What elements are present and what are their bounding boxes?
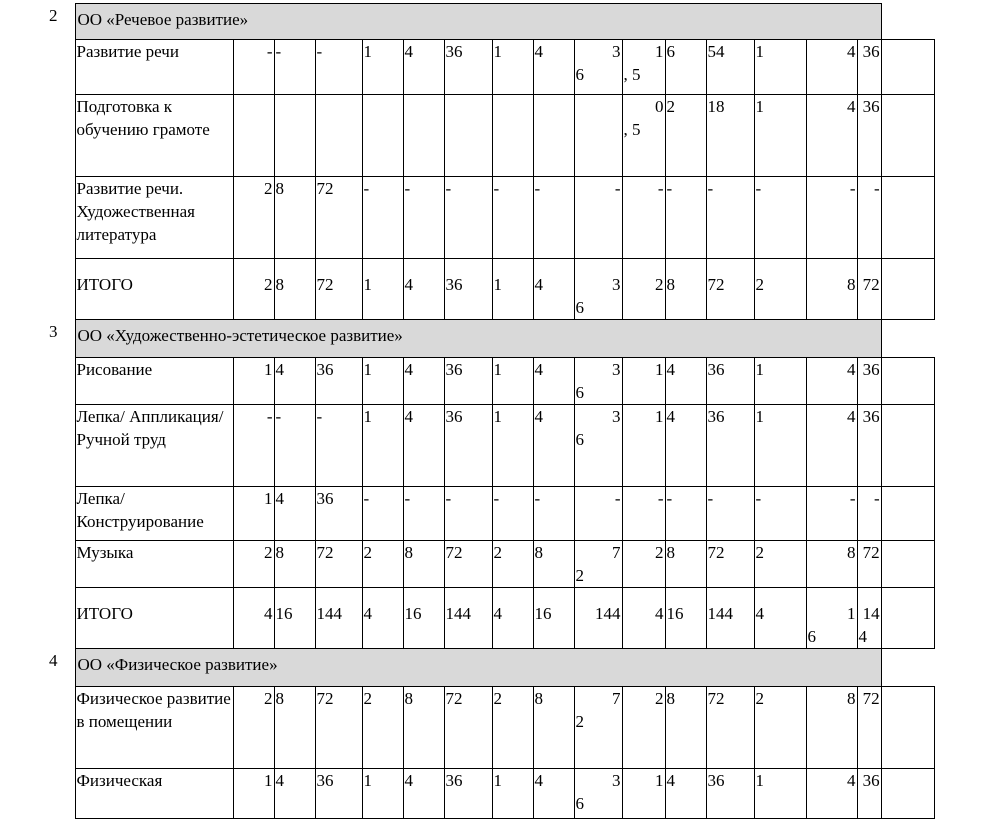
table-row bbox=[48, 769, 935, 819]
value-cell: - bbox=[444, 487, 492, 541]
value-cell: 4 bbox=[403, 358, 444, 405]
value-cell: 8 bbox=[274, 687, 315, 769]
value-cell bbox=[881, 541, 934, 588]
value-cell bbox=[233, 95, 274, 177]
section-header-row bbox=[48, 649, 935, 687]
value-cell: 4 bbox=[274, 769, 315, 819]
value-cell bbox=[881, 769, 934, 819]
value-cell: 2 bbox=[622, 541, 665, 588]
value-cell: 2 bbox=[233, 687, 274, 769]
value-cell: 16 bbox=[665, 588, 706, 649]
value-cell: 2 bbox=[362, 687, 403, 769]
value-cell: 3 6 bbox=[574, 405, 622, 487]
value-cell: - bbox=[403, 177, 444, 259]
value-cell: 36 bbox=[857, 405, 881, 487]
value-cell: - bbox=[754, 487, 806, 541]
value-cell: - bbox=[622, 487, 665, 541]
value-cell: 72 bbox=[315, 259, 362, 320]
value-cell: 2 bbox=[492, 541, 533, 588]
activity-name: Подготовка к обучению грамоте bbox=[75, 95, 233, 177]
section-title: ОО «Речевое развитие» bbox=[75, 4, 881, 40]
value-cell: - bbox=[403, 487, 444, 541]
value-cell: 1 bbox=[362, 259, 403, 320]
value-cell: 1 bbox=[362, 358, 403, 405]
value-cell: 6 bbox=[665, 40, 706, 95]
value-cell: 144 bbox=[574, 588, 622, 649]
value-cell bbox=[574, 95, 622, 177]
value-cell: 72 bbox=[444, 541, 492, 588]
value-cell: - bbox=[706, 487, 754, 541]
activity-name: Музыка bbox=[75, 541, 233, 588]
value-cell: 36 bbox=[857, 95, 881, 177]
value-cell: 1 bbox=[492, 358, 533, 405]
value-cell: 72 bbox=[706, 541, 754, 588]
value-cell: 72 bbox=[857, 541, 881, 588]
total-row bbox=[48, 259, 935, 320]
value-cell: - bbox=[806, 487, 857, 541]
section-header-row bbox=[48, 320, 935, 358]
value-cell: - bbox=[492, 177, 533, 259]
value-cell: 8 bbox=[665, 541, 706, 588]
value-cell: 36 bbox=[857, 358, 881, 405]
value-cell bbox=[881, 487, 934, 541]
value-cell bbox=[881, 588, 934, 649]
value-cell: 4 bbox=[274, 487, 315, 541]
value-cell: - bbox=[533, 177, 574, 259]
value-cell: 144 bbox=[706, 588, 754, 649]
value-cell: 3 6 bbox=[574, 769, 622, 819]
value-cell: 1 bbox=[492, 40, 533, 95]
value-cell: 1 bbox=[492, 769, 533, 819]
section-number: 3 bbox=[48, 320, 75, 649]
value-cell: 54 bbox=[706, 40, 754, 95]
value-cell: - bbox=[622, 177, 665, 259]
activity-name: Лепка/ Аппликация/ Ручной труд bbox=[75, 405, 233, 487]
value-cell: - bbox=[315, 405, 362, 487]
activity-name: Рисование bbox=[75, 358, 233, 405]
value-cell: 72 bbox=[315, 177, 362, 259]
value-cell: 8 bbox=[403, 687, 444, 769]
table-row bbox=[48, 687, 935, 769]
value-cell: 1 , 5 bbox=[622, 40, 665, 95]
value-cell: 4 bbox=[665, 358, 706, 405]
value-cell: 2 bbox=[754, 687, 806, 769]
value-cell: 4 bbox=[492, 588, 533, 649]
value-cell: 1 bbox=[754, 95, 806, 177]
value-cell: - bbox=[533, 487, 574, 541]
value-cell: - bbox=[233, 40, 274, 95]
value-cell: 4 bbox=[806, 358, 857, 405]
value-cell: 4 bbox=[233, 588, 274, 649]
value-cell: - bbox=[857, 177, 881, 259]
section-number: 4 bbox=[48, 649, 75, 819]
value-cell: 2 bbox=[622, 687, 665, 769]
value-cell: 4 bbox=[665, 405, 706, 487]
value-cell: 0 , 5 bbox=[622, 95, 665, 177]
table-row bbox=[48, 177, 935, 259]
value-cell: 16 bbox=[274, 588, 315, 649]
activity-name: Развитие речи bbox=[75, 40, 233, 95]
value-cell: 36 bbox=[315, 487, 362, 541]
value-cell: 18 bbox=[706, 95, 754, 177]
section-header-row bbox=[48, 4, 935, 40]
value-cell: 4 bbox=[754, 588, 806, 649]
value-cell: 1 bbox=[233, 358, 274, 405]
value-cell: - bbox=[444, 177, 492, 259]
value-cell: 1 bbox=[622, 405, 665, 487]
value-cell: 3 6 bbox=[574, 358, 622, 405]
value-cell: 36 bbox=[857, 40, 881, 95]
value-cell: 8 bbox=[533, 687, 574, 769]
value-cell: 72 bbox=[444, 687, 492, 769]
value-cell: 3 6 bbox=[574, 259, 622, 320]
value-cell: - bbox=[315, 40, 362, 95]
value-cell: 36 bbox=[857, 769, 881, 819]
value-cell: 1 bbox=[622, 358, 665, 405]
value-cell: 36 bbox=[706, 405, 754, 487]
value-cell: 2 bbox=[362, 541, 403, 588]
value-cell: 8 bbox=[806, 541, 857, 588]
table-row bbox=[48, 541, 935, 588]
value-cell: 72 bbox=[857, 259, 881, 320]
value-cell: 8 bbox=[665, 259, 706, 320]
value-cell bbox=[881, 687, 934, 769]
value-cell: - bbox=[665, 177, 706, 259]
value-cell: 36 bbox=[315, 769, 362, 819]
table-body bbox=[48, 4, 935, 819]
value-cell: 4 bbox=[274, 358, 315, 405]
section-number: 2 bbox=[48, 4, 75, 320]
value-cell: 16 bbox=[403, 588, 444, 649]
value-cell: 4 bbox=[533, 259, 574, 320]
value-cell: 36 bbox=[315, 358, 362, 405]
value-cell: 8 bbox=[274, 177, 315, 259]
value-cell: 2 bbox=[754, 259, 806, 320]
value-cell: 144 bbox=[315, 588, 362, 649]
table-row bbox=[48, 95, 935, 177]
value-cell: 4 bbox=[806, 95, 857, 177]
table-row bbox=[48, 487, 935, 541]
value-cell: 36 bbox=[444, 40, 492, 95]
value-cell: 4 bbox=[533, 40, 574, 95]
value-cell: 1 bbox=[362, 405, 403, 487]
value-cell: 4 bbox=[533, 358, 574, 405]
value-cell: - bbox=[574, 487, 622, 541]
value-cell bbox=[881, 405, 934, 487]
value-cell: - bbox=[362, 177, 403, 259]
table-row bbox=[48, 40, 935, 95]
activity-name: Развитие речи. Художественная литература bbox=[75, 177, 233, 259]
activity-name: Физическое развитие в помещении bbox=[75, 687, 233, 769]
value-cell: - bbox=[492, 487, 533, 541]
table-row bbox=[48, 358, 935, 405]
section-title: ОО «Художественно-эстетическое развитие» bbox=[75, 320, 881, 358]
value-cell: - bbox=[274, 40, 315, 95]
value-cell: 1 bbox=[362, 769, 403, 819]
value-cell: 4 bbox=[533, 769, 574, 819]
value-cell: 36 bbox=[444, 259, 492, 320]
value-cell: - bbox=[574, 177, 622, 259]
value-cell: 72 bbox=[706, 259, 754, 320]
value-cell: 36 bbox=[706, 769, 754, 819]
value-cell bbox=[881, 358, 934, 405]
value-cell: 2 bbox=[754, 541, 806, 588]
activity-name: Лепка/ Конструирование bbox=[75, 487, 233, 541]
section-title: ОО «Физическое развитие» bbox=[75, 649, 881, 687]
value-cell: 8 bbox=[806, 687, 857, 769]
value-cell: 36 bbox=[444, 358, 492, 405]
value-cell: - bbox=[362, 487, 403, 541]
curriculum-table bbox=[48, 3, 935, 819]
total-row bbox=[48, 588, 935, 649]
value-cell: 1 bbox=[754, 769, 806, 819]
value-cell: 144 bbox=[444, 588, 492, 649]
value-cell: 72 bbox=[857, 687, 881, 769]
value-cell bbox=[403, 95, 444, 177]
value-cell: 4 bbox=[403, 40, 444, 95]
value-cell bbox=[881, 95, 934, 177]
value-cell: 1 bbox=[492, 259, 533, 320]
value-cell: 4 bbox=[403, 259, 444, 320]
value-cell: 2 bbox=[233, 177, 274, 259]
activity-name: ИТОГО bbox=[75, 588, 233, 649]
value-cell: 8 bbox=[665, 687, 706, 769]
value-cell bbox=[492, 95, 533, 177]
value-cell: 2 bbox=[622, 259, 665, 320]
value-cell: 8 bbox=[274, 541, 315, 588]
value-cell: 8 bbox=[806, 259, 857, 320]
value-cell: - bbox=[233, 405, 274, 487]
value-cell: - bbox=[706, 177, 754, 259]
value-cell: 1 bbox=[233, 487, 274, 541]
value-cell: 4 bbox=[806, 40, 857, 95]
value-cell: 1 bbox=[492, 405, 533, 487]
value-cell: 36 bbox=[706, 358, 754, 405]
value-cell bbox=[881, 40, 934, 95]
value-cell: 7 2 bbox=[574, 541, 622, 588]
value-cell: 2 bbox=[665, 95, 706, 177]
value-cell bbox=[274, 95, 315, 177]
value-cell: 4 bbox=[622, 588, 665, 649]
value-cell bbox=[881, 259, 934, 320]
value-cell: 1 bbox=[362, 40, 403, 95]
value-cell: 36 bbox=[444, 769, 492, 819]
value-cell: 8 bbox=[403, 541, 444, 588]
value-cell: - bbox=[665, 487, 706, 541]
value-cell: 1 bbox=[754, 405, 806, 487]
value-cell: 8 bbox=[533, 541, 574, 588]
value-cell: 4 bbox=[806, 405, 857, 487]
value-cell: - bbox=[754, 177, 806, 259]
value-cell: 72 bbox=[315, 687, 362, 769]
value-cell: 7 2 bbox=[574, 687, 622, 769]
value-cell: 1 6 bbox=[806, 588, 857, 649]
value-cell: 2 bbox=[233, 541, 274, 588]
value-cell: 4 bbox=[533, 405, 574, 487]
value-cell: 2 bbox=[233, 259, 274, 320]
value-cell: 1 bbox=[754, 358, 806, 405]
value-cell: 14 4 bbox=[857, 588, 881, 649]
value-cell: 3 6 bbox=[574, 40, 622, 95]
value-cell bbox=[533, 95, 574, 177]
value-cell bbox=[315, 95, 362, 177]
value-cell: 72 bbox=[315, 541, 362, 588]
value-cell: 1 bbox=[754, 40, 806, 95]
value-cell bbox=[881, 177, 934, 259]
value-cell: 72 bbox=[706, 687, 754, 769]
value-cell: 1 bbox=[622, 769, 665, 819]
value-cell: - bbox=[857, 487, 881, 541]
table-row bbox=[48, 405, 935, 487]
value-cell bbox=[444, 95, 492, 177]
value-cell: 4 bbox=[403, 769, 444, 819]
value-cell bbox=[362, 95, 403, 177]
activity-name: Физическая bbox=[75, 769, 233, 819]
value-cell: - bbox=[274, 405, 315, 487]
value-cell: 1 bbox=[233, 769, 274, 819]
value-cell: 36 bbox=[444, 405, 492, 487]
value-cell: 4 bbox=[665, 769, 706, 819]
value-cell: 4 bbox=[362, 588, 403, 649]
value-cell: 4 bbox=[806, 769, 857, 819]
value-cell: 2 bbox=[492, 687, 533, 769]
value-cell: 4 bbox=[403, 405, 444, 487]
activity-name: ИТОГО bbox=[75, 259, 233, 320]
value-cell: - bbox=[806, 177, 857, 259]
value-cell: 8 bbox=[274, 259, 315, 320]
value-cell: 16 bbox=[533, 588, 574, 649]
